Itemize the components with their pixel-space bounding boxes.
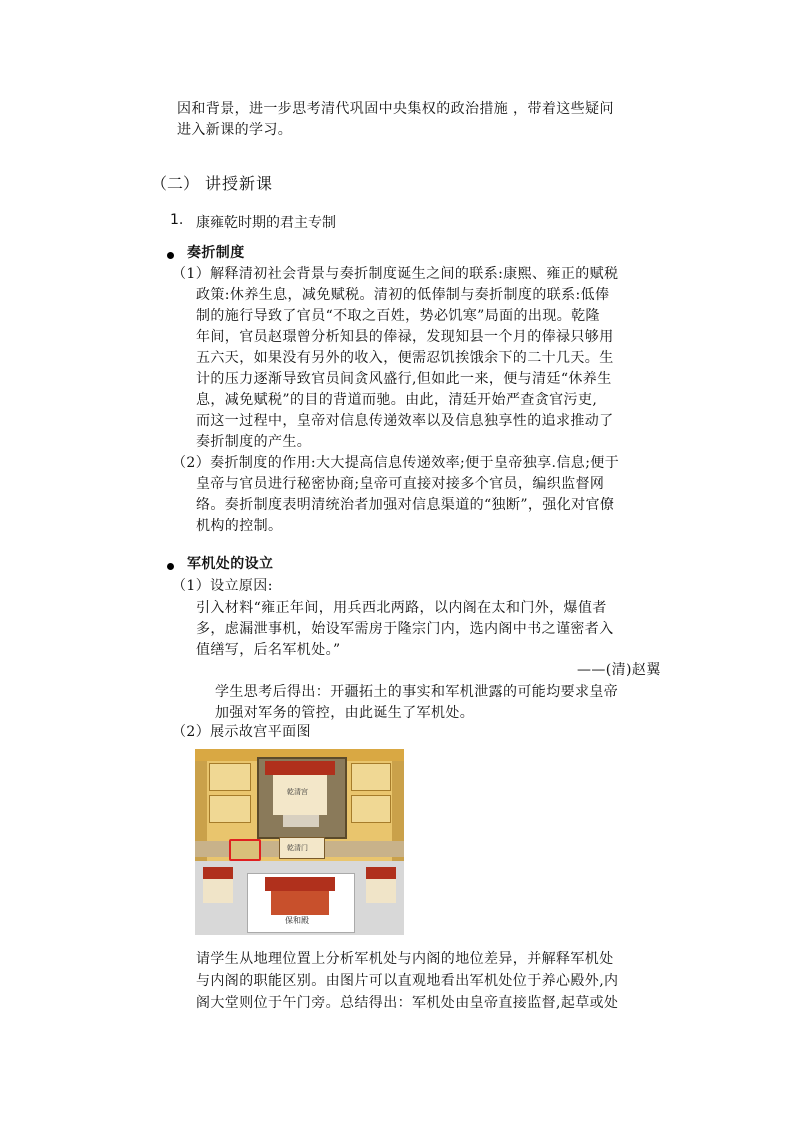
paragraph-line: 学生思考后得出：开疆拓土的事实和军机泄露的可能均要求皇帝	[215, 684, 619, 700]
paragraph-line: 计的压力逐渐导致官员间贪风盛行,但如此一来，便与清廷“休养生	[196, 371, 612, 387]
council-reason-label: （1）设立原因:	[172, 578, 273, 594]
paragraph-line: 年间，官员赵璟曾分析知县的俸禄，发现知县一个月的俸禄只够用	[196, 329, 614, 345]
forbidden-city-map	[195, 749, 404, 935]
map-hall	[271, 891, 329, 915]
paragraph-line: 而这一过程中，皇帝对信息传递效率以及信息独享性的追求推动了	[196, 413, 614, 429]
map-roof	[366, 867, 396, 879]
paragraph-line: （1）解释清初社会背景与奏折制度诞生之间的联系:康熙、雍正的赋税	[172, 266, 619, 282]
map-roof	[265, 877, 335, 891]
subsection-number: 1.	[170, 212, 184, 228]
map-building	[209, 795, 251, 823]
analysis-block	[196, 949, 618, 1013]
bullet-title-council: 军机处的设立	[187, 556, 274, 572]
paragraph-line: 政策:休养生息，减免赋税。清初的低俸制与奏折制度的联系:低俸	[196, 287, 610, 303]
paragraph-line: 请学生从地理位置上分析军机处与内阁的地位差异，并解释军机处	[196, 951, 614, 967]
quote-line: 值缮写，后名军机处。”	[196, 642, 341, 658]
bullet-title-memorial: 奏折制度	[187, 245, 245, 261]
paragraph-line: 皇帝与官员进行秘密协商;皇帝可直接对接多个官员，编织监督网	[196, 476, 605, 492]
student-thinking	[215, 682, 618, 723]
bullet-dot	[167, 252, 174, 259]
intro-line-1: 因和背景，进一步思考清代巩固中央集权的政治措施 ，带着这些疑问	[177, 101, 614, 117]
paragraph-line: （2）奏折制度的作用:大大提高信息传递效率;便于皇帝独享.信息;便于	[172, 455, 620, 471]
memorial-item-2	[172, 453, 619, 536]
map-building	[366, 879, 396, 903]
map-hall-upper-label: 乾清宫	[287, 788, 308, 796]
quote-line: 多，虑漏泄事机，始设军需房于隆宗门内，选内阁中书之谨密者入	[196, 621, 614, 637]
section-title: 讲授新课	[205, 174, 274, 193]
quote-block	[196, 598, 614, 660]
map-roof	[265, 761, 335, 775]
paragraph-line: 络。奏折制度表明清统治者加强对信息渠道的“独断”，强化对官僚	[196, 497, 615, 513]
paragraph-line: 五六天，如果没有另外的收入，便需忍饥挨饿余下的二十几天。生	[196, 350, 614, 366]
paragraph-line: 阁大堂则位于午门旁。总结得出：军机处由皇帝直接监督,起草或处	[196, 995, 619, 1011]
quote-line: 引入材料“雍正年间，用兵西北两路，以内阁在太和门外，爆值者	[196, 600, 607, 616]
quote-attribution: ——(清)赵翼	[577, 662, 661, 678]
map-roof	[203, 867, 233, 879]
map-terrace	[283, 815, 319, 827]
map-label: （2）展示故宫平面图	[172, 724, 311, 740]
map-building	[203, 879, 233, 903]
map-building	[351, 795, 391, 823]
map-building	[351, 763, 391, 791]
memorial-item-1	[172, 264, 618, 452]
intro-line-2: 进入新课的学习。	[177, 122, 293, 138]
grand-council-highlight	[229, 839, 261, 861]
paragraph-line: 奏折制度的产生。	[196, 434, 312, 450]
map-gate-label: 乾清门	[287, 844, 308, 852]
bullet-dot	[167, 563, 174, 570]
map-hall-lower-label: 保和殿	[285, 916, 309, 925]
paragraph-line: 息，减免赋税”的目的背道而驰。由此，清廷开始严查贪官污吏,	[196, 392, 598, 408]
paragraph-line: 制的施行导致了官员“不取之百姓，势必饥寒”局面的出现。乾隆	[196, 308, 600, 324]
subsection-title: 康雍乾时期的君主专制	[196, 215, 336, 231]
map-building	[209, 763, 251, 791]
paragraph-line: 与内阁的职能区别。由图片可以直观地看出军机处位于养心殿外,内	[196, 973, 619, 989]
paragraph-line: 加强对军务的管控，由此诞生了军机处。	[215, 705, 475, 721]
paragraph-line: 机构的控制。	[196, 518, 283, 534]
section-number: （二）	[151, 174, 200, 193]
